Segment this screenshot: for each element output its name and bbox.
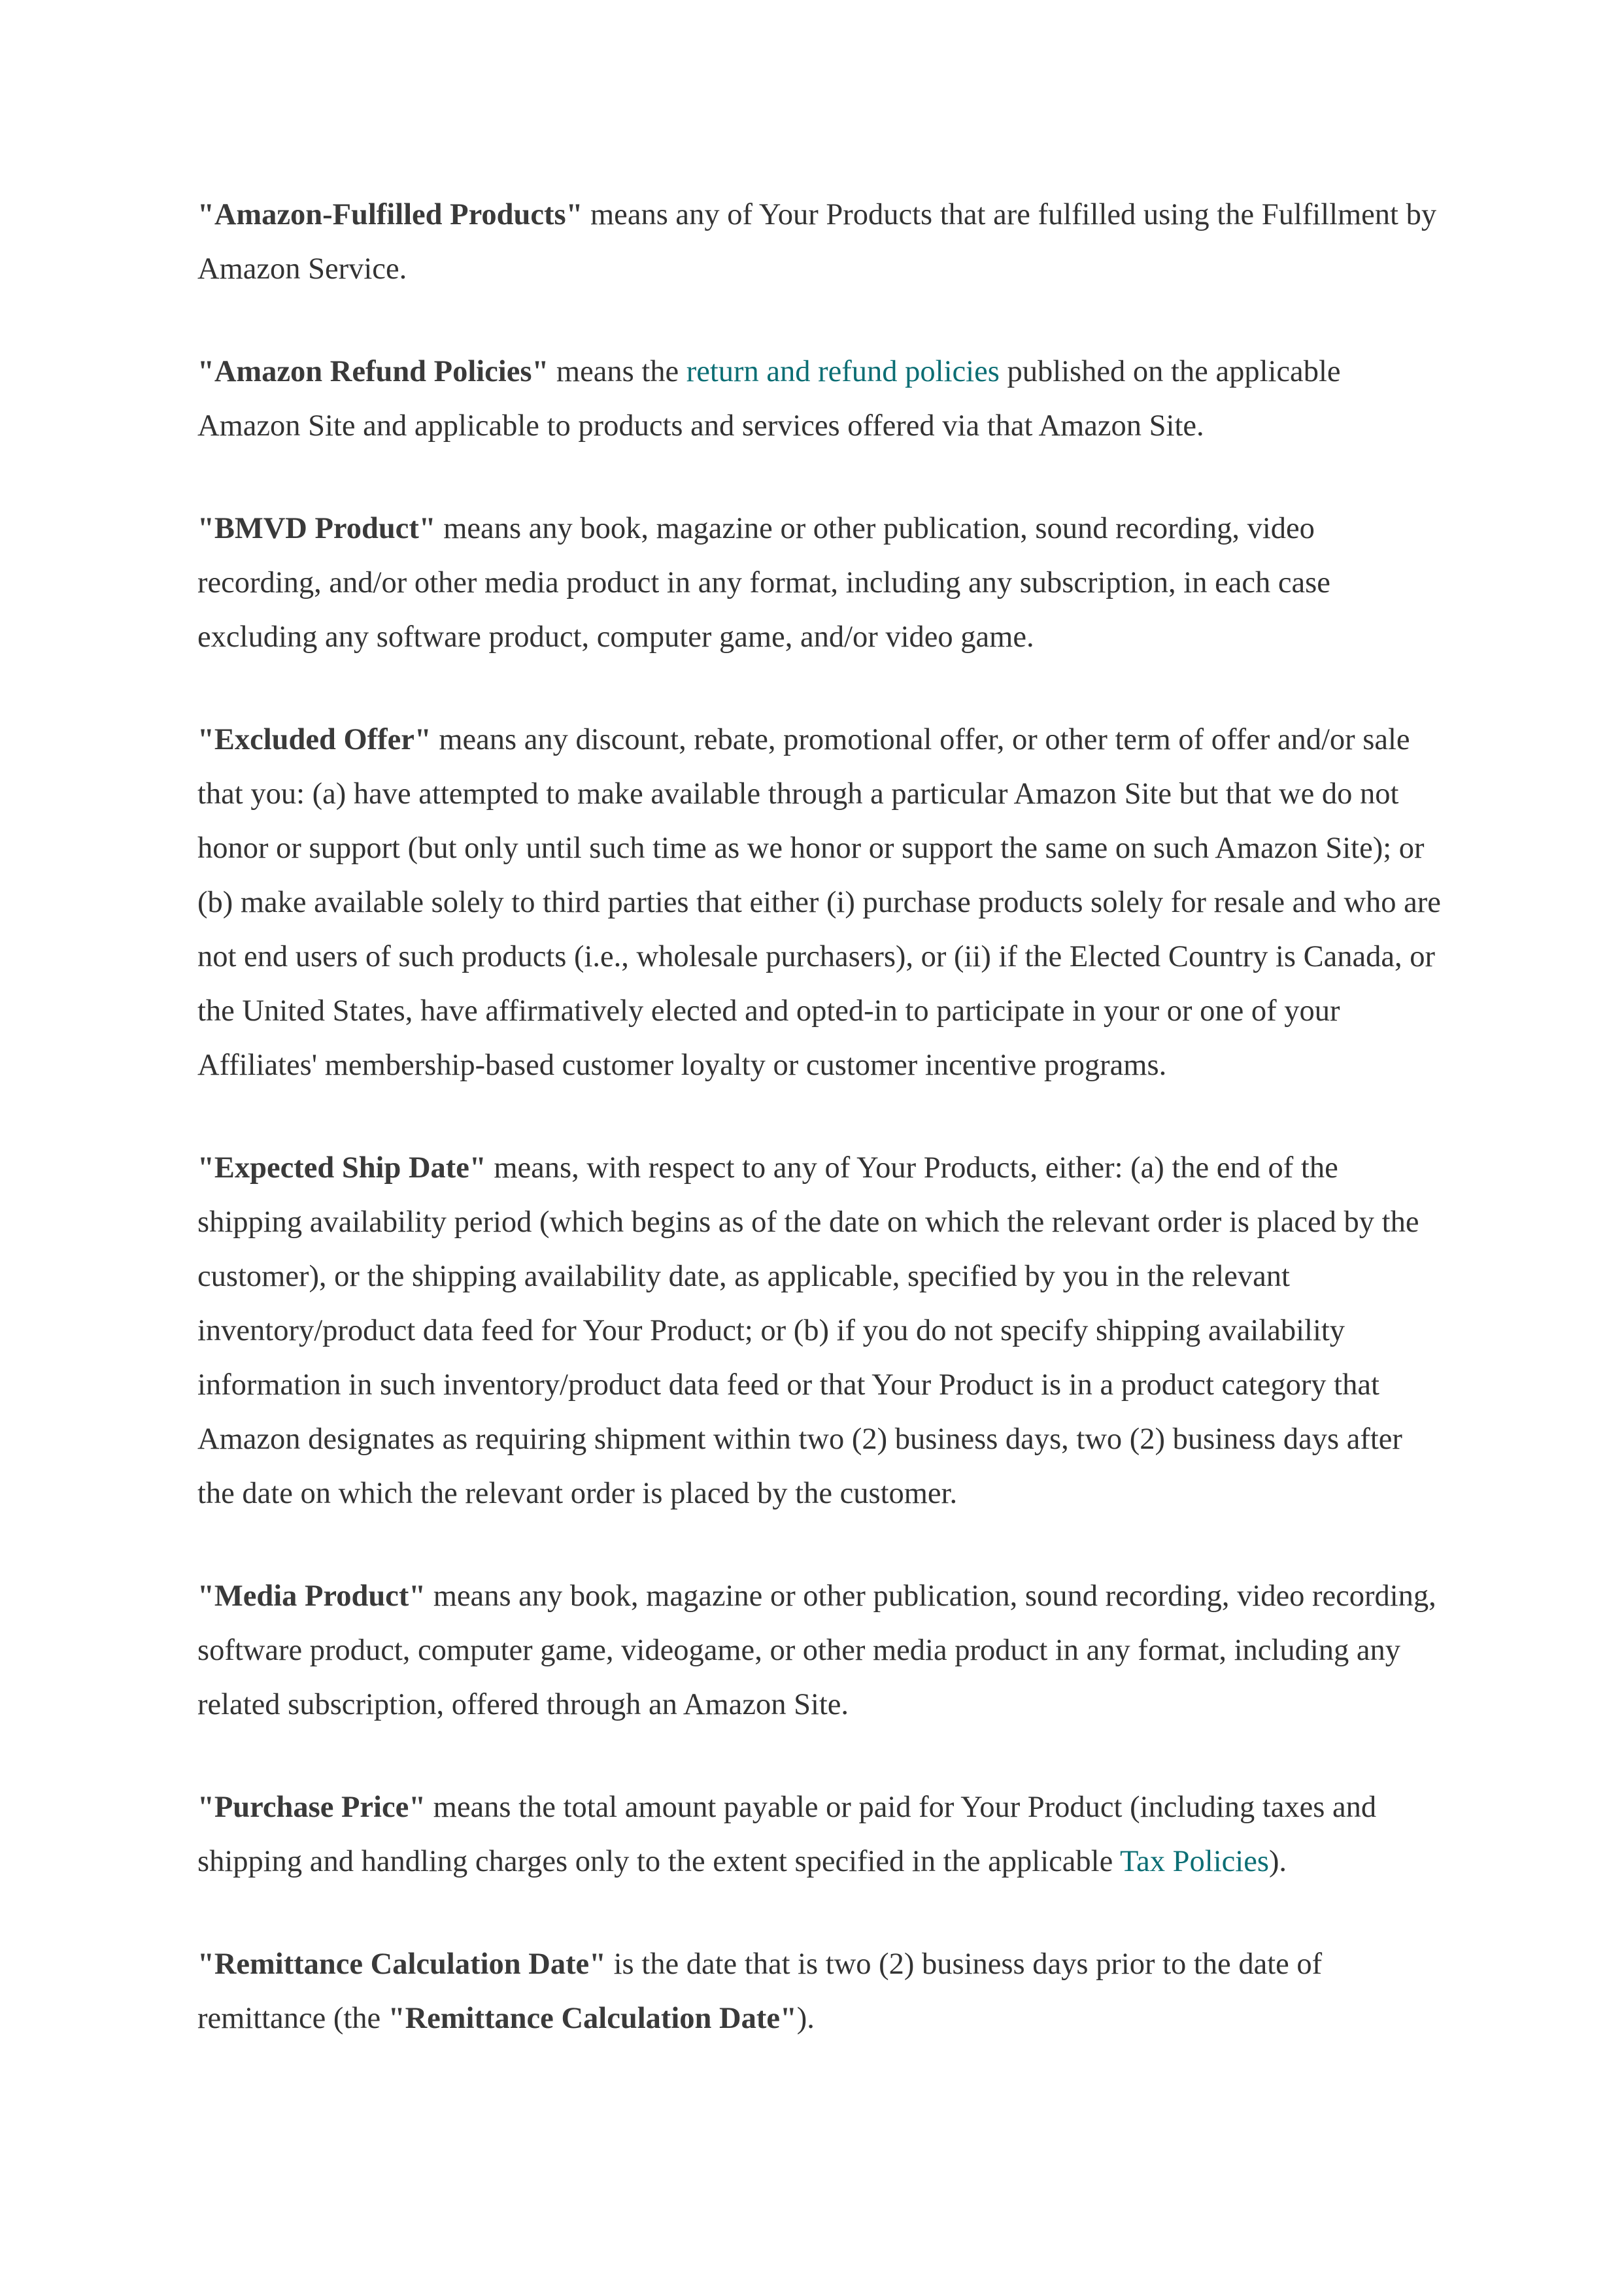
defined-term: "Purchase Price" bbox=[197, 1791, 426, 1824]
definition-excluded-offer bbox=[197, 713, 1446, 1092]
return-and-refund-policies-link[interactable]: return and refund policies bbox=[686, 355, 1000, 388]
definition-purchase-price bbox=[197, 1780, 1446, 1889]
definition-text: means any of Your Products that are fulfilled using the Fulfillment by Amazon Service. bbox=[197, 198, 1437, 286]
defined-term: "Amazon-Fulfilled Products" bbox=[197, 198, 583, 231]
definition-remittance-calculation-date bbox=[197, 1937, 1446, 2046]
definition-text: ). bbox=[1268, 1845, 1287, 1878]
definition-text: ). bbox=[796, 2002, 815, 2035]
definition-bmvd-product bbox=[197, 501, 1446, 664]
defined-term: "Remittance Calculation Date" bbox=[197, 1948, 607, 1981]
tax-policies-link[interactable]: Tax Policies bbox=[1120, 1845, 1269, 1878]
definition-text: means the total amount payable or paid for Your Product (including taxes and shipping and handling charges only to the extent specified in the applicable bbox=[197, 1791, 1377, 1878]
defined-term-inline: "Remittance Calculation Date" bbox=[388, 2002, 797, 2035]
definition-amazon-refund-policies bbox=[197, 345, 1446, 453]
defined-term: "BMVD Product" bbox=[197, 512, 436, 545]
definition-text: means any book, magazine or other publication, sound recording, video recording, software product, computer game, videogame, or other media product in any format, including any related subscription, offered through an Amazon Site. bbox=[197, 1579, 1436, 1721]
defined-term: "Amazon Refund Policies" bbox=[197, 355, 549, 388]
definition-text: means, with respect to any of Your Products, either: (a) the end of the shipping availability period (which begins as of the date on which the relevant order is placed by the customer), or the shipping availability date, as applicable, specified by you in the relevant inventory/product data feed for Your Product; or (b) if you do not specify shipping availability information in such inventory/product data feed or that Your Product is in a product category that Amazon designates as requiring shipment within two (2) business days, two (2) business days after the date on which the relevant order is placed by the customer. bbox=[197, 1151, 1419, 1510]
definition-text: means the bbox=[549, 355, 686, 388]
document-page bbox=[197, 188, 1446, 2094]
definition-text: means any book, magazine or other publication, sound recording, video recording, and/or other media product in any format, including any subscription, in each case excluding any software product, computer game, and/or video game. bbox=[197, 512, 1330, 654]
definition-text: is the date that is two (2) business days prior to the date of remittance (the bbox=[197, 1948, 1323, 2035]
defined-term: "Media Product" bbox=[197, 1579, 426, 1613]
definition-text: published on the applicable Amazon Site and applicable to products and services offered via that Amazon Site. bbox=[197, 355, 1341, 443]
definition-expected-ship-date bbox=[197, 1141, 1446, 1521]
definition-text: means any discount, rebate, promotional offer, or other term of offer and/or sale that you: (a) have attempted to make available through a particular Amazon Site but that we do not honor or support (but only until such time as we honor or support the same on such Amazon Site); or (b) make available solely to third parties that either (i) purchase products solely for resale and who are not end users of such products (i.e., wholesale purchasers), or (ii) if the Elected Country is Canada, or the United States, have affirmatively elected and opted-in to participate in your or one of your Affiliates' membership-based customer loyalty or customer incentive programs. bbox=[197, 723, 1441, 1082]
definition-amazon-fulfilled-products bbox=[197, 188, 1446, 296]
definition-media-product bbox=[197, 1569, 1446, 1732]
defined-term: "Expected Ship Date" bbox=[197, 1151, 486, 1185]
defined-term: "Excluded Offer" bbox=[197, 723, 431, 756]
